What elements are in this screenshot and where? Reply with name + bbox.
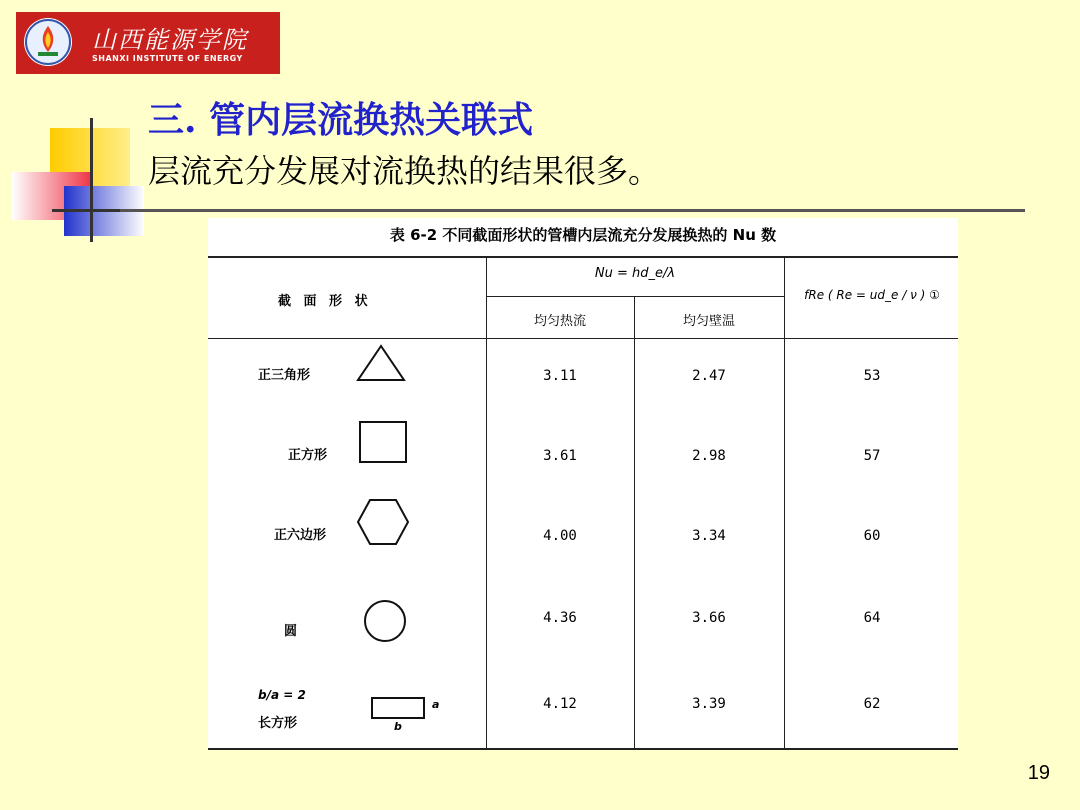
slide-title: 三. 管内层流换热关联式	[148, 99, 534, 141]
col-divider-1	[486, 256, 487, 748]
cell-fre: 64	[863, 610, 881, 626]
table-caption: 表 6-2 不同截面形状的管槽内层流充分发展换热的 Nu 数	[389, 226, 777, 244]
hexagon-icon	[356, 498, 410, 546]
cell-wall-temp: 2.98	[692, 448, 726, 464]
row-label: 正六边形	[274, 528, 327, 543]
table-top-rule	[208, 256, 958, 258]
triangle-icon	[356, 344, 406, 382]
header-fre: fRe ( Re = ud_e / ν ) ①	[804, 288, 940, 302]
header-uniform-wall-temp: 均匀壁温	[682, 314, 735, 329]
cell-fre: 57	[863, 448, 881, 464]
page-number: 19	[1027, 762, 1050, 784]
rectangle-ratio: b/a = 2	[258, 688, 306, 702]
header-split-rule	[486, 296, 784, 297]
row-label: 长方形	[258, 716, 298, 731]
cell-wall-temp: 3.66	[692, 610, 726, 626]
cell-heat-flux: 3.61	[543, 448, 577, 464]
row-label: 圆	[284, 624, 298, 639]
circle-icon	[362, 598, 408, 644]
cell-heat-flux: 3.11	[543, 368, 577, 384]
logo-name-en: SHANXI INSTITUTE OF ENERGY	[92, 54, 243, 63]
cell-fre: 53	[863, 368, 881, 384]
logo-name-cn: 山西能源学院	[92, 26, 248, 54]
col-divider-2	[634, 296, 635, 748]
decoration-vertical-line	[90, 118, 93, 242]
rectangle-side-b: b	[394, 720, 402, 733]
emblem-icon	[24, 18, 72, 66]
table-bottom-rule	[208, 748, 958, 750]
cell-wall-temp: 3.39	[692, 696, 726, 712]
row-label: 正方形	[288, 448, 328, 463]
row-label: 正三角形	[258, 368, 311, 383]
slide-subtitle: 层流充分发展对流换热的结果很多。	[148, 152, 661, 190]
cell-fre: 62	[863, 696, 881, 712]
cell-heat-flux: 4.00	[543, 528, 577, 544]
title-rule	[120, 209, 1025, 212]
header-shape: 截 面 形 状	[278, 294, 372, 309]
col-divider-3	[784, 256, 785, 748]
rectangle-side-a: a	[432, 698, 440, 711]
cell-fre: 60	[863, 528, 881, 544]
cell-heat-flux: 4.36	[543, 610, 577, 626]
header-uniform-heat-flux: 均匀热流	[533, 314, 586, 329]
header-bottom-rule	[208, 338, 958, 339]
cell-wall-temp: 2.47	[692, 368, 726, 384]
cell-wall-temp: 3.34	[692, 528, 726, 544]
institute-logo	[16, 12, 280, 74]
square-icon	[358, 420, 408, 464]
cell-heat-flux: 4.12	[543, 696, 577, 712]
decoration-horizontal-line	[52, 209, 124, 212]
header-nu: Nu = hd_e/λ	[594, 266, 676, 281]
nu-table	[208, 218, 958, 750]
